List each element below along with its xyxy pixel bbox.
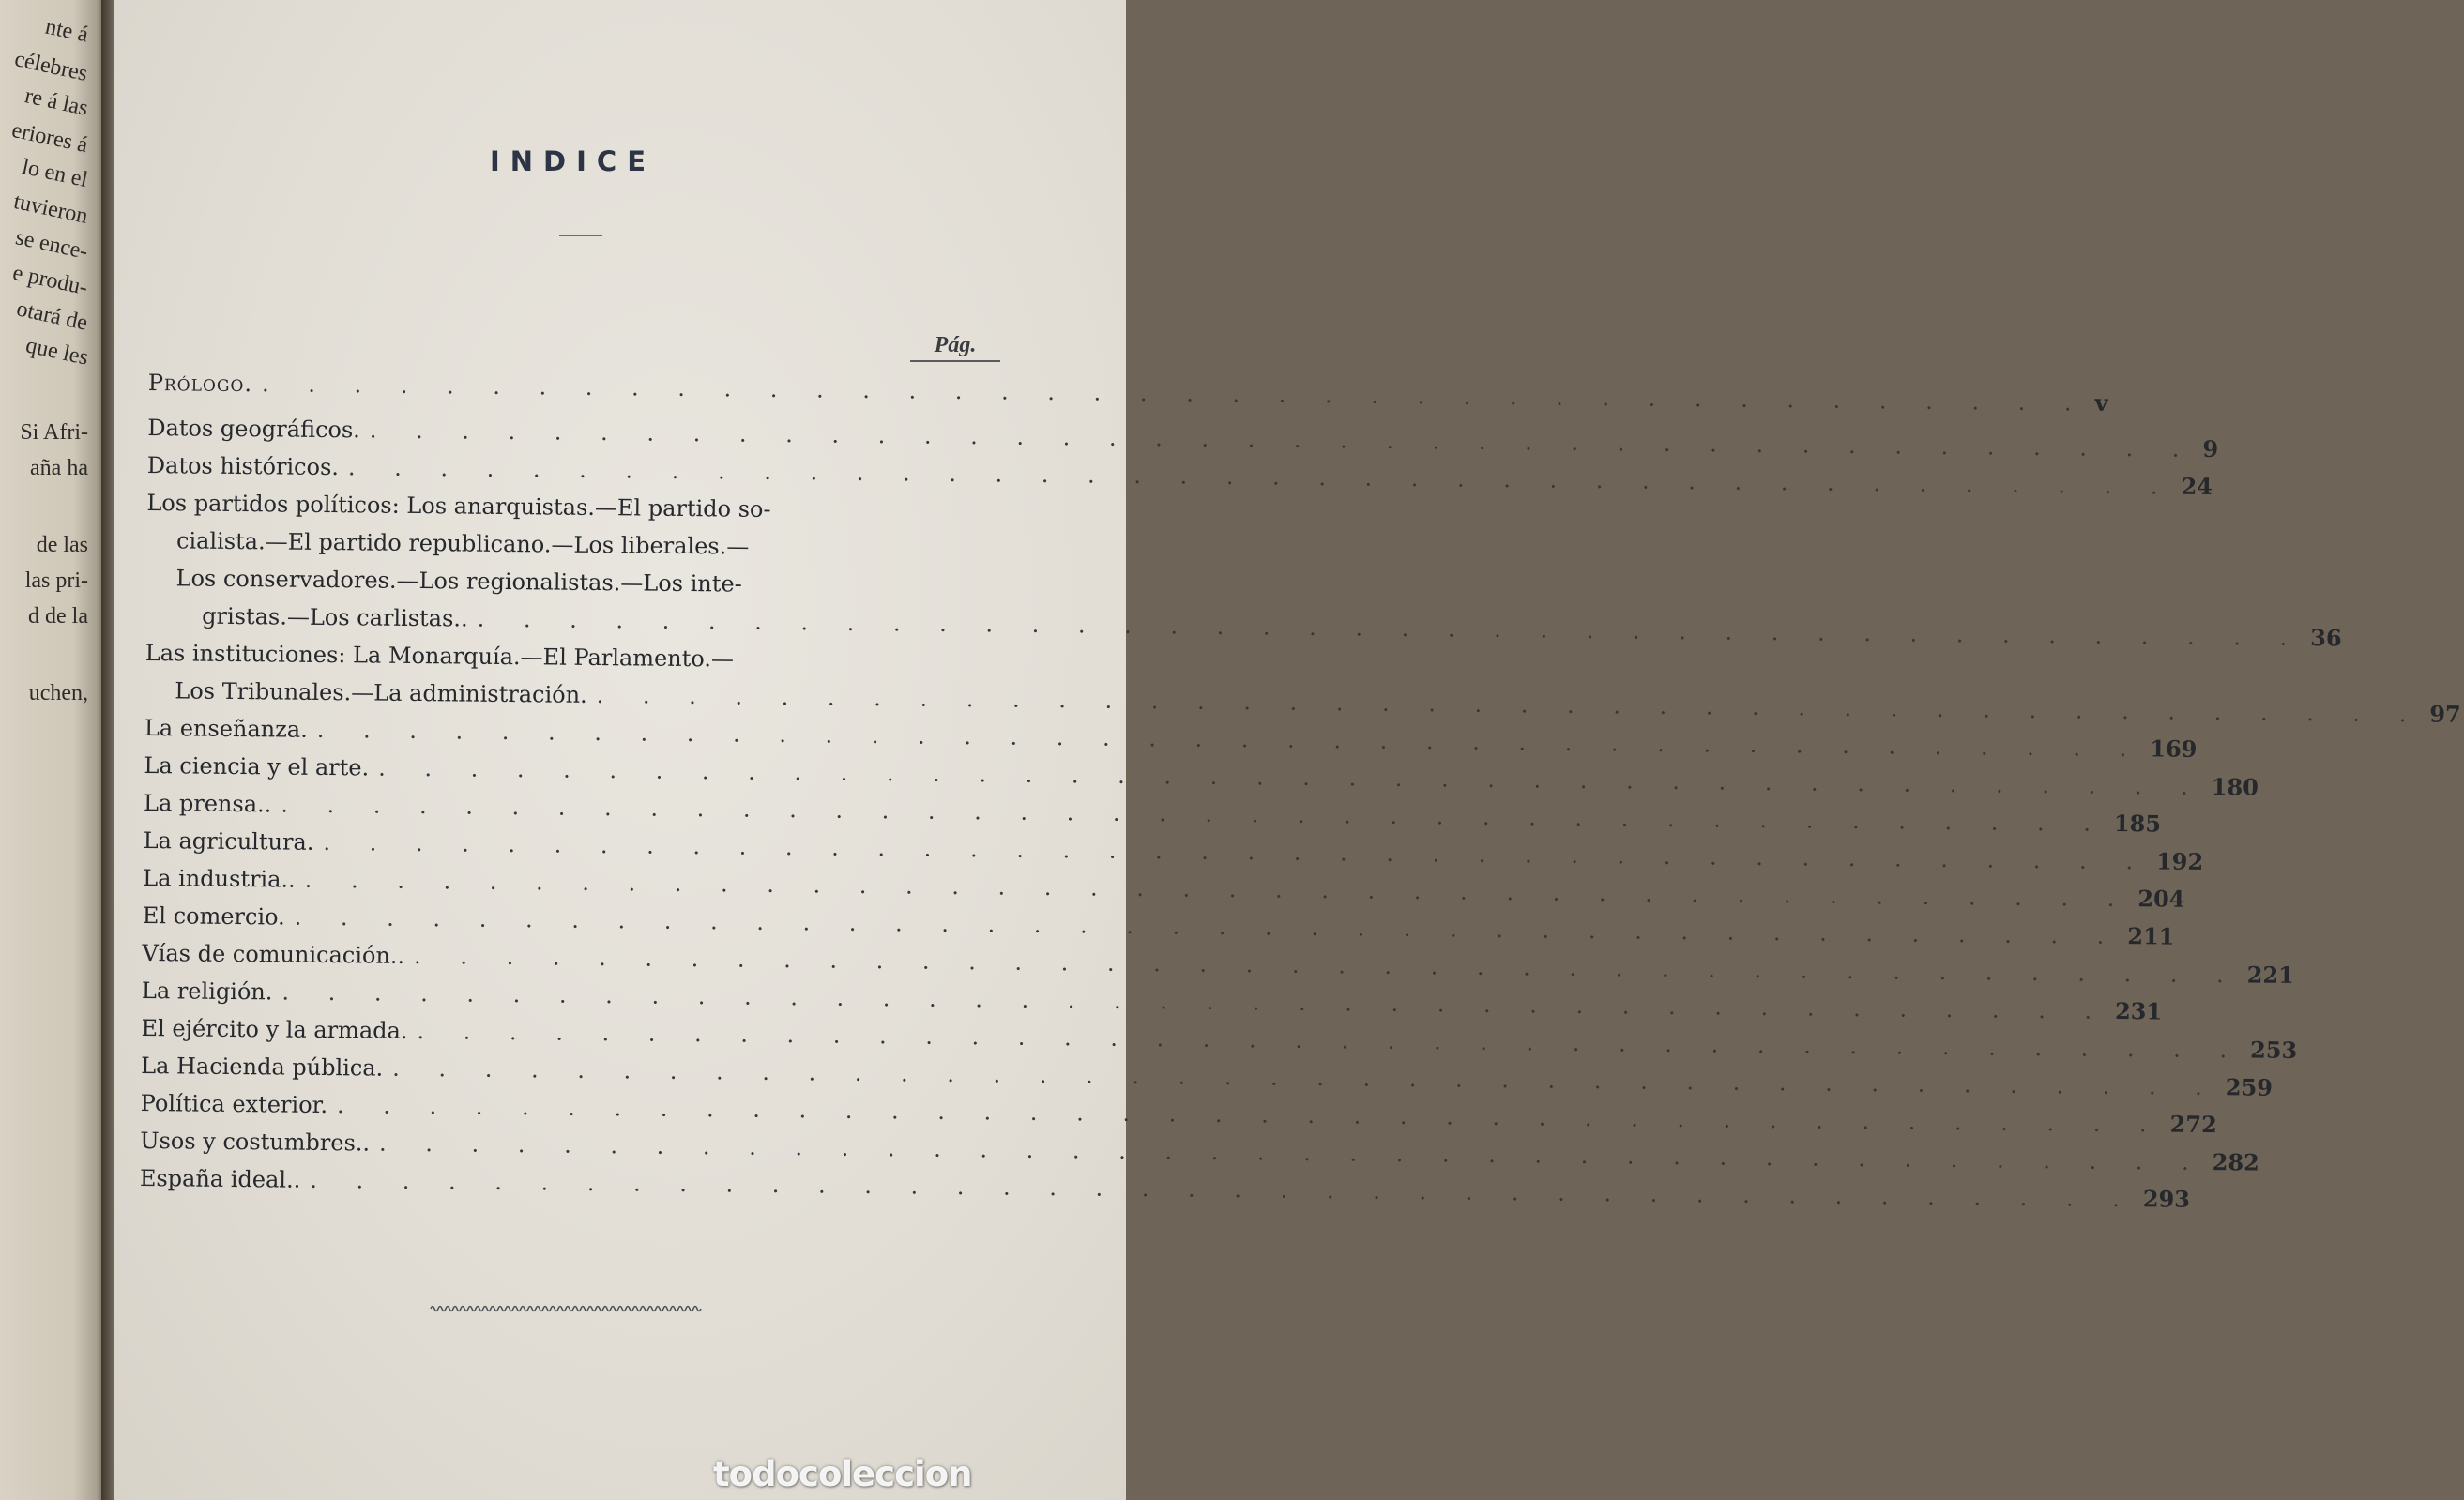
dot-leader: . . . . . . . . . . . . . . . . . . . . . . . . . . . . . . . . . . . . . . . . (347, 454, 2174, 500)
toc-entry-title: cialista.—El partido republicano.—Los liberales.— (175, 527, 750, 560)
page-column-header: Pág. (910, 333, 1000, 362)
dot-leader: . . . . . . . . . . . . . . . . . . . . . . . . . . . . . . . . . . . . . . . . (378, 1129, 2205, 1175)
toc-entry-title: gristas.—Los carlistas.. (202, 602, 468, 632)
toc-entry-title: La industria.. (143, 864, 296, 893)
toc-entry (147, 364, 2108, 417)
dot-leader: . . . . . . . . . . . . . . . . . . . . . . . . . . . . . . . . . . . . . . . . (304, 866, 2131, 913)
left-page-line: nte á (42, 14, 91, 48)
toc-entry-title: Prólogo. (147, 369, 253, 398)
toc-entry-title: La religión. (141, 977, 273, 1006)
left-page-line: lo en el (20, 154, 91, 193)
toc-entry-title: La ciencia y el arte. (144, 751, 370, 781)
dot-leader: . . . . . . . . . . . . . . . . . . . . . . . . . . . . . . . . . . . . . . . . (417, 1018, 2243, 1064)
dot-leader: . . . . . . . . . . . . . . . . . . . . . . . . . . . . . . . . . . . . . . . . (261, 371, 2088, 417)
toc-entry-title: La prensa.. (143, 789, 272, 818)
toc-entry-title: Usos y costumbres.. (140, 1127, 371, 1157)
left-page-line: las pri- (24, 568, 88, 593)
dot-leader: . . . . . . . . . . . . . . . . . . . . . . . . . . . . . . . . . . . . . . . . (310, 1166, 2137, 1213)
toc-entry-title: Los partidos políticos: Los anarquistas.—El partido so- (146, 489, 771, 523)
dot-leader: . . . . . . . . . . . . . . . . . . . . . . . . . . . . . . . . . . . . . . . . (477, 605, 2304, 652)
toc-page-number: 192 (2155, 847, 2204, 875)
dot-leader: . . . . . . . . . . . . . . . . . . . . . . . . . . . . . . . . . . . . . . . . (281, 978, 2108, 1024)
left-page-line: eriores á (9, 117, 90, 159)
table-of-contents (139, 364, 2461, 1213)
left-page-line: se ence- (13, 225, 90, 265)
dot-leader: . . . . . . . . . . . . . . . . . . . . . . . . . . . . . . . . . . . . . . . . (323, 828, 2150, 875)
toc-page-number: 253 (2249, 1036, 2298, 1065)
toc-page-number: 36 (2310, 624, 2342, 652)
dot-leader: . . . . . . . . . . . . . . . . . . . . . . . . . . . . . . . . . . . . . . . . (392, 1054, 2218, 1101)
left-page-line: aña ha (30, 456, 88, 480)
toc-entry-title: Las instituciones: La Monarquía.—El Parlamento.— (144, 639, 735, 673)
toc-entry-title: La Hacienda pública. (141, 1052, 384, 1082)
left-page-line: célebres (12, 47, 90, 86)
dot-leader: . . . . . . . . . . . . . . . . . . . . . . . . . . . . . . . . . . . . . . . . (413, 943, 2240, 989)
dot-leader: . . . . . . . . . . . . . . . . . . . . . . . . . . . . . . . . . . . . . . . . (369, 417, 2196, 462)
toc-entry-title: La enseñanza. (144, 714, 308, 743)
toc-page-number: 293 (2142, 1185, 2191, 1213)
toc-entry-title: El ejército y la armada. (141, 1014, 408, 1044)
toc-page-number: 169 (2150, 735, 2198, 763)
dot-leader: . . . . . . . . . . . . . . . . . . . . . . . . . . . . . . . . . . . . . . . . (596, 682, 2423, 728)
toc-page-number: 97 (2429, 700, 2461, 728)
dot-leader: . . . . . . . . . . . . . . . . . . . . . . . . . . . . . . . . . . . . . . . . (294, 903, 2121, 950)
left-page-line: Si Afri- (20, 420, 88, 445)
left-page-line: re á las (23, 83, 91, 121)
toc-entry-title: Datos geográficos. (147, 414, 361, 444)
toc-entry-title: España ideal.. (139, 1164, 301, 1193)
toc-entry-title: El comercio. (142, 902, 285, 931)
left-page-line: d de la (28, 604, 88, 629)
toc-entry-title: Los conservadores.—Los regionalistas.—Los inte- (175, 565, 742, 598)
watermark: todocoleccion (713, 1454, 972, 1494)
index-page (114, 0, 2461, 1500)
toc-page-number: v (2094, 388, 2108, 417)
dot-leader: . . . . . . . . . . . . . . . . . . . . . . . . . . . . . . . . . . . . . . . . (316, 716, 2143, 763)
toc-page-number: 24 (2181, 472, 2213, 501)
toc-entry-title: Los Tribunales.—La administración. (175, 677, 587, 708)
left-page-line: otará de (14, 296, 90, 336)
wavy-rule-ornament (429, 1302, 701, 1315)
dot-leader: . . . . . . . . . . . . . . . . . . . . . . . . . . . . . . . . . . . . . . . . (281, 791, 2107, 837)
left-page-line: de las (36, 533, 88, 557)
left-page-line: tuvieron (11, 189, 90, 230)
page-title: INDICE (490, 145, 657, 177)
toc-entry-title: Política exterior. (140, 1089, 328, 1119)
toc-page-number: 204 (2137, 885, 2185, 913)
toc-page-number: 221 (2246, 961, 2294, 989)
toc-page-number: 282 (2212, 1148, 2259, 1176)
left-page-line: e produ- (10, 260, 90, 301)
left-facing-page (0, 0, 105, 1500)
dot-leader: . . . . . . . . . . . . . . . . . . . . . . . . . . . . . . . . . . . . . . . . (336, 1092, 2163, 1138)
title-rule (559, 235, 602, 236)
toc-page-number: 231 (2114, 996, 2163, 1025)
toc-entry (139, 1159, 2191, 1213)
toc-page-number: 9 (2202, 434, 2219, 463)
dot-leader: . . . . . . . . . . . . . . . . . . . . . . . . . . . . . . . . . . . . . . . . (378, 754, 2204, 800)
toc-page-number: 185 (2113, 809, 2162, 838)
toc-entry-title: La agricultura. (143, 826, 314, 856)
toc-page-number: 211 (2127, 922, 2175, 950)
toc-entry-title: Datos históricos. (146, 451, 340, 481)
left-page-line: que les (23, 333, 91, 371)
toc-page-number: 180 (2211, 773, 2259, 801)
toc-entry-title: Vías de comunicación.. (142, 939, 405, 969)
toc-page-number: 259 (2225, 1073, 2274, 1101)
toc-page-number: 272 (2169, 1110, 2217, 1139)
left-page-line: uchen, (28, 681, 88, 705)
